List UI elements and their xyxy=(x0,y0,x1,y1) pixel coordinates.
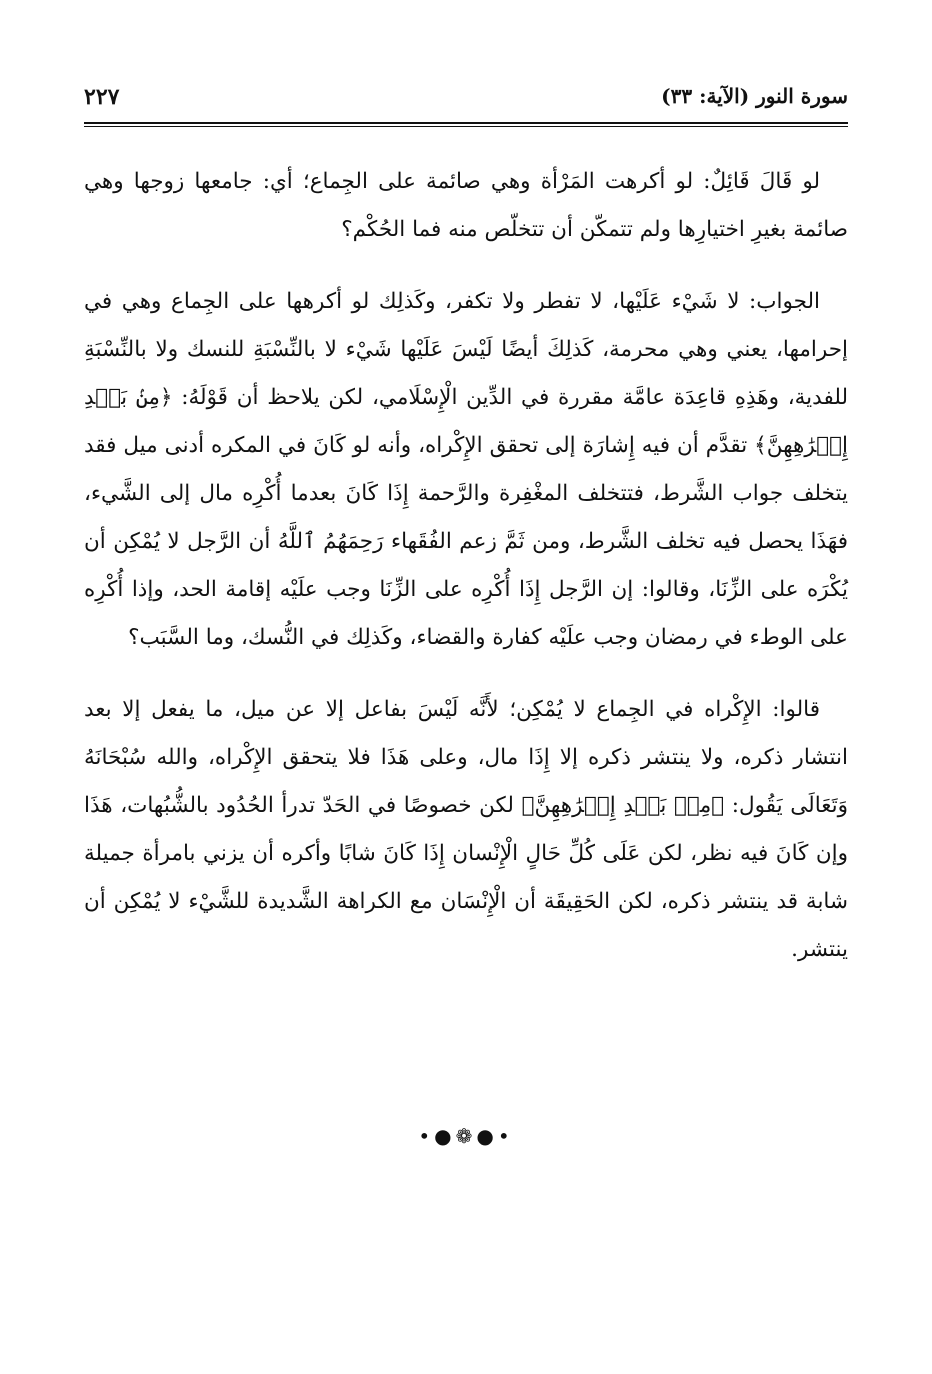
header-rule xyxy=(84,122,848,127)
section-divider-ornament: •●❁●• xyxy=(418,1124,514,1148)
paragraph-clarification: قالوا: الإِكْراه في الجِماع لا يُمْكِن؛ لأَنَّه لَيْسَ بفاعل إلا عن ميل، ما يفعل إلا بعد انتشار ذكره، ولا ينتشر ذكره إلا إِذَا مال، وعلى هَذَا فلا يتحقق الإِكْراه، والله سُبْحَانَهُ وَتَعَالَى يَقُول: ﴿مِنۢ بَعۡدِ إِكۡرَٰهِهِنَّ﴾ لكن خصوصًا في الحَدّ تدرأ الحُدُود بالشُّبُهات، هَذَا وإن كَانَ فيه نظر، لكن عَلَى كُلِّ حَالٍ الْإِنْسان إِذَا كَانَ شابًا وأكره أن يزني بامرأة جميلة شابة قد ينتشر ذكره، لكن الحَقِيقَة أن الْإِنْسَان مع الكراهة الشَّديدة للشَّيْء لا يُمْكِن أن ينتشر. xyxy=(84,697,848,962)
running-header-title: سورة النور (الآية: ٣٣) xyxy=(661,84,848,108)
page-header xyxy=(84,84,848,120)
page-number: ٢٢٧ xyxy=(84,84,120,110)
paragraph-question: لو قَالَ قَائِلٌ: لو أكرهت المَرْأة وهي صائمة على الجِماع؛ أي: جامعها زوجها وهي صائمة بغيرِ اختيارِها ولم تتمكّن أن تتخلّص منه فما الحُكْم؟ xyxy=(84,169,848,242)
paragraph-answer: الجواب: لا شَيْء عَلَيْها، لا تفطر ولا تكفر، وكَذلِك لو أكرهها على الجِماع وهي في إحرامها، يعني وهي محرمة، كَذلِكَ أيضًا لَيْسَ عَلَيْها شَيْء لا بالنِّسْبَةِ للنسك ولا بالنِّسْبَةِ للفدية، وهَذِهِ قاعِدَة عامَّة مقررة في الدِّين الْإِسْلَامي، لكن يلاحظ أن قَوْلَهُ: ﴿مِنۢ بَعۡدِ إِكۡرَٰهِهِنَّ﴾ تقدَّم أن فيه إِشارَة إلى تحقق الإِكْراه، وأنه لو كَانَ في المكره أدنى ميل فقد يتخلف جواب الشَّرط، فتتخلف المغْفِرة والرَّحمة إِذَا كَانَ بعدما أُكْرِه مال إلى الشَّيء، فهَذَا يحصل فيه تخلف الشَّرط، ومن ثَمَّ زعم الفُقَهاء رَحِمَهُمُ ٱللَّهُ أن الرَّجل لا يُمْكِن أن يُكْرَه على الزِّنَا، وقالوا: إن الرَّجل إِذَا أُكْرِه على الزِّنَا وجب علَيْه إقامة الحد، وإذا أُكْرِه على الوطء في رمضان وجب علَيْه كفارة والقضاء، وكَذلِك في النُّسك، وما السَّبَب؟ xyxy=(84,289,848,650)
body-text xyxy=(84,158,848,998)
